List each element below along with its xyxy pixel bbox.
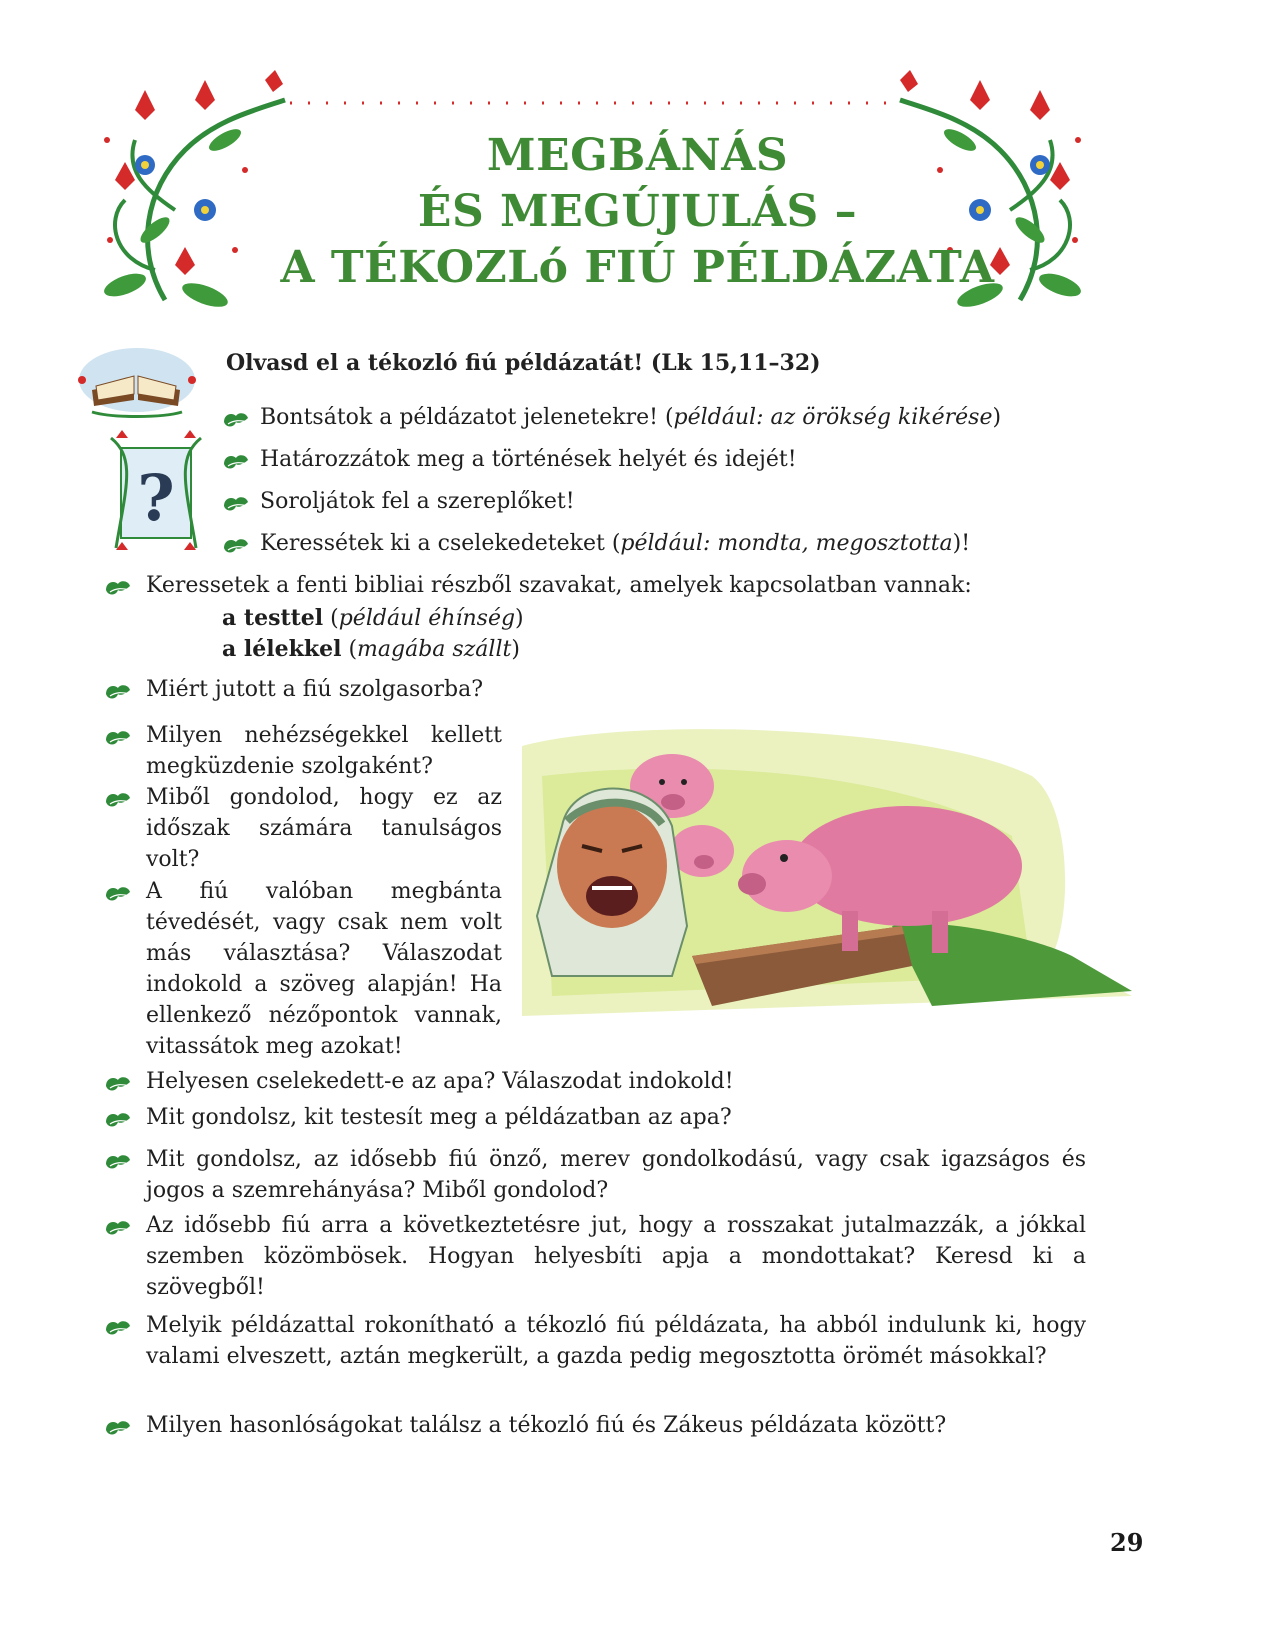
task-example: például: az örökség kikérése	[673, 405, 993, 430]
soul-words	[222, 634, 520, 665]
body-words	[222, 603, 524, 634]
question-item: Helyesen cselekedett-e az apa? Válaszodat indokold!	[146, 1069, 734, 1094]
leaf-bullet-icon	[104, 1418, 132, 1440]
soul-example: magába szállt	[357, 637, 512, 662]
question-item: Miből gondolod, hogy ez az időszak számára tanulságos volt?	[146, 785, 502, 872]
question-item: Mit gondolsz, kit testesít meg a példázatban az apa?	[146, 1105, 732, 1130]
leaf-bullet-icon	[104, 728, 132, 750]
paren-close: )	[511, 637, 520, 662]
task-item	[260, 402, 1001, 433]
task-text: Keressétek ki a cselekedeteket (	[260, 531, 621, 556]
svg-text:?: ?	[137, 461, 175, 536]
leaf-bullet-icon	[222, 452, 250, 474]
leaf-bullet-icon	[104, 1318, 132, 1340]
leaf-bullet-icon	[104, 1110, 132, 1132]
body-label: a testtel	[222, 605, 324, 631]
leaf-bullet-icon	[222, 536, 250, 558]
soul-label: a lélekkel	[222, 636, 342, 662]
book-icon	[72, 340, 202, 420]
words-task: Keressetek a fenti bibliai részből szavakat, amelyek kapcsolatban vannak:	[146, 573, 972, 598]
paren-close: )	[515, 606, 524, 631]
leaf-bullet-icon	[104, 1074, 132, 1096]
question-item: Milyen nehézségekkel kellett megküzdenie szolgaként?	[146, 723, 502, 779]
question-mark-icon	[106, 428, 206, 556]
dotted-border	[290, 98, 890, 108]
leaf-bullet-icon	[104, 884, 132, 906]
task-text-end: )	[992, 405, 1002, 430]
task-item: Határozzátok meg a történések helyét és idejét!	[260, 447, 797, 472]
leaf-bullet-icon	[104, 578, 132, 600]
leaf-bullet-icon	[104, 682, 132, 704]
page-number: 29	[1110, 1528, 1144, 1557]
question-item: Melyik példázattal rokonítható a tékozló fiú példázata, ha abból indulunk ki, hogy valami elveszett, aztán megkerült, a gazda pedig megosztotta örömét másokkal?	[146, 1313, 1086, 1369]
leaf-bullet-icon	[222, 410, 250, 432]
task-text-end: )!	[952, 531, 971, 556]
page-title	[0, 128, 1275, 296]
leaf-bullet-icon	[104, 1152, 132, 1174]
question-item: Miért jutott a fiú szolgasorba?	[146, 677, 484, 702]
task-text: Bontsátok a példázatot jelenetekre! (	[260, 405, 674, 430]
question-item: A fiú valóban megbánta tévedését, vagy csak nem volt más választása? Válaszodat indokold a szöveg alapján! Ha ellenkező nézőpontok vannak, vitassátok meg azokat!	[146, 879, 502, 1059]
question-item: Az idősebb fiú arra a következtetésre jut, hogy a rosszakat jutalmazzák, a jókkal szemben közömbösek. Hogyan helyesbíti apja a mondottakat? Keresd ki a szövegből!	[146, 1213, 1086, 1300]
title-line-2: ÉS MEGÚJULÁS –	[417, 186, 858, 237]
prodigal-son-with-pigs-illustration	[512, 716, 1142, 1072]
paren-open: (	[323, 606, 339, 631]
question-item: Mit gondolsz, az idősebb fiú önző, merev gondolkodású, vagy csak igazságos és jogos a szemrehányása? Miből gondolod?	[146, 1147, 1086, 1203]
title-line-3: A TÉKOZLó FIÚ PÉLDÁZATA	[280, 242, 995, 293]
leaf-bullet-icon	[104, 1218, 132, 1240]
task-item: Soroljátok fel a szereplőket!	[260, 489, 575, 514]
leaf-bullet-icon	[104, 790, 132, 812]
task-example: például: mondta, megosztotta	[620, 531, 953, 556]
task-item	[260, 528, 970, 559]
paren-open: (	[341, 637, 358, 662]
question-item: Milyen hasonlóságokat találsz a tékozló fiú és Zákeus példázata között?	[146, 1413, 947, 1438]
title-line-1: MEGBÁNÁS	[486, 130, 789, 181]
body-example: például éhínség	[338, 606, 516, 631]
reading-instruction: Olvasd el a tékozló fiú példázatát! (Lk 15,11–32)	[226, 350, 821, 376]
leaf-bullet-icon	[222, 494, 250, 516]
